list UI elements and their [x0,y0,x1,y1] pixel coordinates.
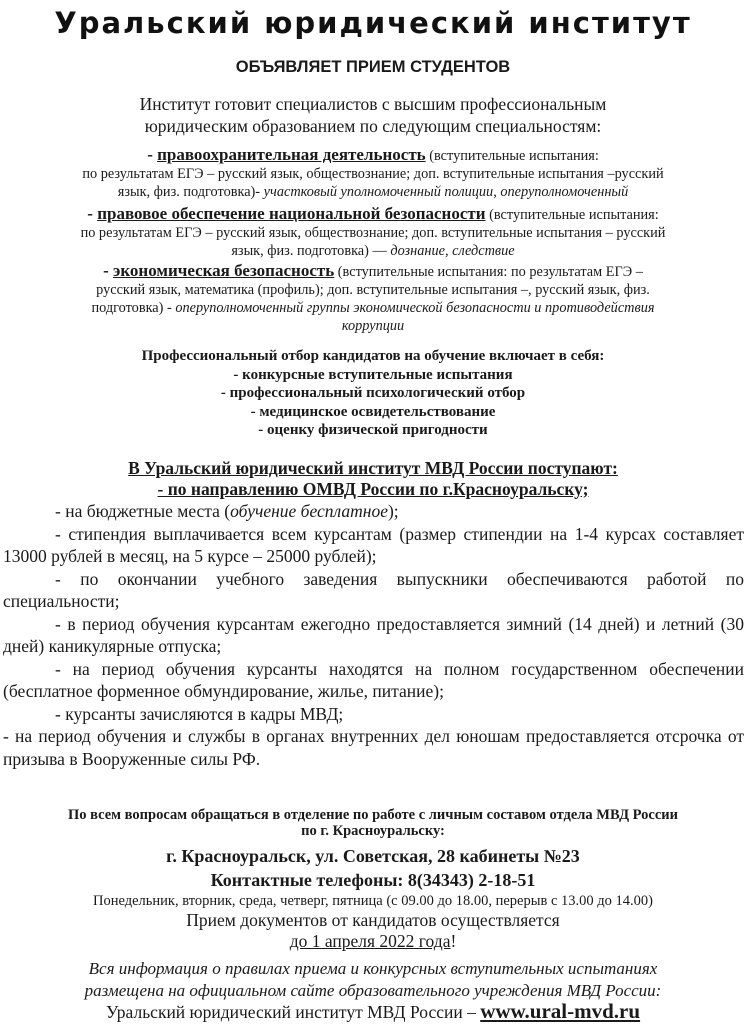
deadline-date: до 1 апреля 2022 года [289,931,451,951]
info-line-1: Вся информация о правилах приема и конкурсных вступительных испытаниях [88,959,658,978]
documents-notice [0,910,746,952]
admission-heading [0,458,746,500]
info-line-2: размещена на официальном сайте образовательного учреждения МВД России: [84,981,662,1000]
specialty-positions: дознание, следствие [390,243,515,259]
selection-heading: Профессиональный отбор кандидатов на обучение включает в себя: [141,348,605,364]
specialty-exams: (вступительные испытания: по результатам ЕГЭ – [334,264,643,280]
specialty-exams-line: по результатам ЕГЭ – русский язык, обществознание; доп. вступительные испытания – русский [80,225,666,241]
office-hours: Понедельник, вторник, среда, четверг, пятница (с 09.00 до 18.00, перерыв с 13.00 до 14.00) [93,893,653,909]
intro-line-1: Институт готовит специалистов с высшим профессиональным [139,94,607,114]
selection-item: - профессиональный психологический отбор [220,385,526,401]
benefit-item: - стипендия выплачивается всем курсантам (размер стипендии на 1-4 курсах составляет 13000 рублей в месяц, на 5 курсе – 25000 рублей); [3,523,744,566]
selection-item: - конкурсные вступительные испытания [233,366,513,383]
specialty-exams-line: язык, физ. подготовка) — [231,243,391,259]
benefit-item: - на период обучения курсанты находятся на полном государственном обеспечении (бесплатное форменное обмундирование, жилье, питание); [3,658,744,701]
specialty-dash: - [147,145,158,164]
benefit-item: - курсанты зачисляются в кадры МВД; [55,703,344,724]
specialty-name: правовое обеспечение национальной безопасности [97,204,486,223]
contact-heading-line-2: по г. Красноуральску: [301,823,445,839]
website-line [0,999,746,1024]
specialty-dash: - [87,204,98,223]
page-title: Уральский юридический институт [54,6,692,40]
specialty-name: экономическая безопасность [113,261,335,280]
specialty-exams-line: русский язык, математика (профиль); доп. вступительные испытания –, русский язык, физ. [96,282,650,298]
specialty-positions: участковый уполномоченный полиции, оперуполномоченный [263,184,629,200]
specialty-positions: коррупции [341,318,405,334]
specialty-exams-line: по результатам ЕГЭ – русский язык, обществознание; доп. вступительные испытания –русский [82,166,664,182]
admission-line-2: - по направлению ОМВД России по г.Красноуральску; [157,479,589,499]
specialty-block-3 [6,262,740,335]
selection-item: - медицинское освидетельствование [250,403,496,420]
contact-address: г. Красноуральск, ул. Советская, 28 кабинеты №23 [166,846,580,866]
benefit-note: обучение бесплатное [230,501,388,521]
specialty-exams-line: подготовка) - [91,300,176,316]
website-link[interactable]: www.ural-mvd.ru [480,999,641,1023]
specialty-name: правоохранительная деятельность [157,145,426,164]
deadline-mark: ! [450,931,457,951]
benefits-list [3,500,744,770]
specialty-exams: (вступительные испытания: [425,148,599,164]
selection-block [0,347,746,440]
contact-heading-line-1: По всем вопросам обращаться в отделение по работе с личным составом отдела МВД России [67,807,679,823]
benefit-item [3,500,744,523]
specialty-block-2 [6,205,740,260]
intro-paragraph [40,93,706,137]
contact-address-block [0,844,746,892]
contact-phones: Контактные телефоны: 8(34343) 2-18-51 [210,870,536,890]
specialty-positions: оперуполномоченный группы экономической безопасности и противодействия [175,300,655,316]
benefit-item: - по окончании учебного заведения выпускники обеспечиваются работой по специальности; [3,568,744,611]
admission-line-1: В Уральский юридический институт МВД России поступают: [128,458,618,478]
benefit-item: - в период обучения курсантам ежегодно предоставляется зимний (14 дней) и летний (30 дней) каникулярные отпуска; [3,613,744,656]
intro-line-2: юридическим образованием по следующим специальностям: [144,116,602,136]
specialty-exams: (вступительные испытания: [485,207,659,223]
benefit-text: - на бюджетные места ( [55,501,231,521]
specialty-exams-line: язык, физ. подготовка)- [117,184,264,200]
contact-heading-2 [0,822,746,841]
benefit-text: ); [387,501,399,521]
page-subtitle: ОБЪЯВЛЯЕТ ПРИЕМ СТУДЕНТОВ [235,58,511,76]
selection-item: - оценку физической пригодности [258,422,488,438]
documents-line: Прием документов от кандидатов осуществляется [186,910,560,930]
info-block [0,958,746,1002]
specialty-dash: - [103,261,113,280]
specialty-block-1 [6,146,740,201]
benefit-item: - на период обучения и службы в органах внутренних дел юношам предоставляется отсрочка от призыва в Вооруженные силы РФ. [3,726,744,769]
website-prefix: Уральский юридический институт МВД России – [105,1002,481,1022]
